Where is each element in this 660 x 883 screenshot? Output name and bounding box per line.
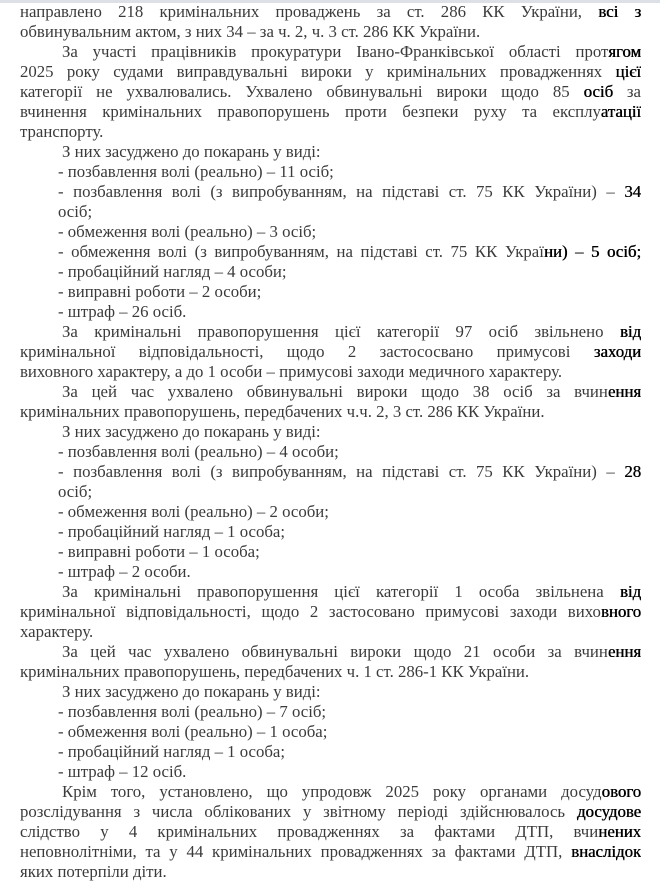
text-segment: неповнолітніми, та у 44 кримінальних провадженнях за фактами ДТП,: [20, 842, 572, 861]
text-segment: - штраф – 2 особи.: [58, 562, 191, 581]
text-segment: кримінальних правопорушень, передбачених ч. 1 ст. 286-1 КК України.: [20, 662, 530, 681]
text-segment-emphasis: від: [619, 582, 641, 601]
text-segment: - обмеження волі (з випробуванням, на підставі ст. 75 КК Украї: [58, 242, 544, 261]
text-line: [20, 462, 641, 482]
text-line: [20, 662, 641, 682]
text-segment-emphasis: цієї: [615, 62, 641, 81]
text-segment-emphasis: ового: [601, 782, 641, 801]
text-segment: - пробаційний нагляд – 4 особи;: [58, 262, 287, 281]
text-segment: З них засуджено до покарань у виді:: [62, 682, 321, 701]
text-segment: виховного характеру, а до 1 особи – примусові заходи медичного характеру.: [20, 362, 563, 381]
text-segment: розслідування з числа облікованих у звітному періоді здійснювалось: [20, 802, 577, 821]
text-line: [20, 802, 641, 822]
text-line: [20, 302, 641, 322]
text-segment: - штраф – 12 осіб.: [58, 762, 187, 781]
text-segment: за: [613, 82, 641, 101]
text-segment-emphasis: вного: [600, 602, 641, 621]
text-segment: - виправні роботи – 2 особи;: [58, 282, 262, 301]
text-line: [20, 282, 641, 302]
text-segment: - позбавлення волі (реально) – 4 особи;: [58, 442, 339, 461]
text-line: [20, 42, 641, 62]
text-line: [20, 102, 641, 122]
text-line: [20, 842, 641, 862]
text-segment: - обмеження волі (реально) – 3 осіб;: [58, 222, 317, 241]
text-segment: За цей час ухвалено обвинувальні вироки щодо 38 осіб за вчин: [62, 382, 608, 401]
text-segment-emphasis: 28: [624, 462, 641, 481]
text-line: [20, 122, 641, 142]
text-line: [20, 482, 641, 502]
text-line: [20, 342, 641, 362]
text-line: [20, 822, 641, 842]
text-line: [20, 742, 641, 762]
text-segment: категорії не ухвалювались. Ухвалено обвинувальні вироки щодо 85: [20, 82, 584, 101]
text-segment: 2025 року судами виправдувальні вироки у кримінальних провадженнях: [20, 62, 616, 81]
text-segment: За участі працівників прокуратури Івано-Франківської області прот: [62, 42, 609, 61]
text-line: [20, 422, 641, 442]
text-line: [20, 582, 641, 602]
text-line: [20, 322, 641, 342]
text-segment: кримінальної відповідальності, щодо 2 застосовано примусові заходи вихо: [20, 602, 601, 621]
text-segment: - обмеження волі (реально) – 2 особи;: [58, 502, 329, 521]
text-segment: слідство у 4 кримінальних провадженнях за фактами ДТП, вчи: [20, 822, 599, 841]
text-segment: - позбавлення волі (реально) – 11 осіб;: [58, 162, 334, 181]
text-segment-emphasis: ни) – 5 осіб;: [543, 242, 641, 261]
text-segment: - штраф – 26 осіб.: [58, 302, 187, 321]
text-line: [20, 62, 641, 82]
text-segment: осіб;: [58, 482, 93, 501]
text-segment: кримінальної відповідальності, щодо 2 застососвано примусові: [20, 342, 594, 361]
text-segment-emphasis: 34: [624, 182, 641, 201]
text-segment-emphasis: від: [619, 322, 641, 341]
text-segment: - обмеження волі (реально) – 1 особа;: [58, 722, 328, 741]
text-line: [20, 82, 641, 102]
text-line: [20, 222, 641, 242]
text-segment: З них засуджено до покарань у виді:: [62, 422, 321, 441]
text-line: [20, 262, 641, 282]
text-segment: транспорту.: [20, 122, 104, 141]
text-line: [20, 542, 641, 562]
text-line: [20, 382, 641, 402]
text-line: [20, 402, 641, 422]
text-line: [20, 522, 641, 542]
text-line: [20, 562, 641, 582]
text-segment-emphasis: внаслідок: [571, 842, 641, 861]
text-segment: З них засуджено до покарань у виді:: [62, 142, 321, 161]
text-line: [20, 622, 641, 642]
text-segment: - пробаційний нагляд – 1 особа;: [58, 522, 286, 541]
text-segment-emphasis: ення: [607, 642, 641, 661]
text-line: [20, 642, 641, 662]
text-line: [20, 702, 641, 722]
text-segment: - позбавлення волі (з випробуванням, на підставі ст. 75 КК України) –: [58, 462, 625, 481]
text-line: [20, 182, 641, 202]
text-segment-emphasis: ення: [607, 382, 641, 401]
text-segment: - позбавлення волі (реально) – 7 осіб;: [58, 702, 327, 721]
text-segment: осіб;: [58, 202, 93, 221]
text-line: [20, 682, 641, 702]
text-line: [20, 782, 641, 802]
text-line: [20, 602, 641, 622]
text-line: [20, 442, 641, 462]
text-line: [20, 202, 641, 222]
text-line: [20, 162, 641, 182]
text-line: [20, 862, 641, 882]
document-body: [20, 2, 641, 882]
text-segment: За цей час ухвалено обвинувальні вироки щодо 21 особи за вчин: [62, 642, 608, 661]
text-segment: характеру.: [20, 622, 94, 641]
text-segment: За кримінальні правопорушення цієї категорії 97 осіб звільнено: [62, 322, 620, 341]
text-line: [20, 142, 641, 162]
text-line: [20, 242, 641, 262]
text-line: [20, 22, 641, 42]
text-segment: Крім того, установлено, що упродовж 2025 року органами досуд: [62, 782, 602, 801]
text-line: [20, 2, 641, 22]
text-segment: - виправні роботи – 1 особа;: [58, 542, 260, 561]
text-segment-emphasis: всі з: [598, 2, 641, 21]
text-segment: яких потерпіли діти.: [20, 862, 167, 881]
text-line: [20, 722, 641, 742]
text-segment: За кримінальні правопорушення цієї категорії 1 особа звільнена: [62, 582, 620, 601]
text-segment: направлено 218 кримінальних проваджень за ст. 286 КК України,: [20, 2, 599, 21]
text-segment-emphasis: нених: [598, 822, 641, 841]
text-segment: кримінальних правопорушень, передбачених ч.ч. 2, 3 ст. 286 КК України.: [20, 402, 545, 421]
text-line: [20, 362, 641, 382]
text-segment: вчинення кримінальних правопорушень проти безпеки руху та експлу: [20, 102, 601, 121]
text-line: [20, 762, 641, 782]
text-segment: обвинувальним актом, з них 34 – за ч. 2, ч. 3 ст. 286 КК України.: [20, 22, 481, 41]
text-segment-emphasis: досудове: [576, 802, 641, 821]
text-line: [20, 502, 641, 522]
text-segment-emphasis: ягом: [608, 42, 641, 61]
text-segment-emphasis: атації: [600, 102, 641, 121]
text-segment: - пробаційний нагляд – 1 особа;: [58, 742, 286, 761]
text-segment-emphasis: заходи: [593, 342, 641, 361]
text-segment: - позбавлення волі (з випробуванням, на підставі ст. 75 КК України) –: [58, 182, 625, 201]
text-segment-emphasis: осіб: [583, 82, 614, 101]
